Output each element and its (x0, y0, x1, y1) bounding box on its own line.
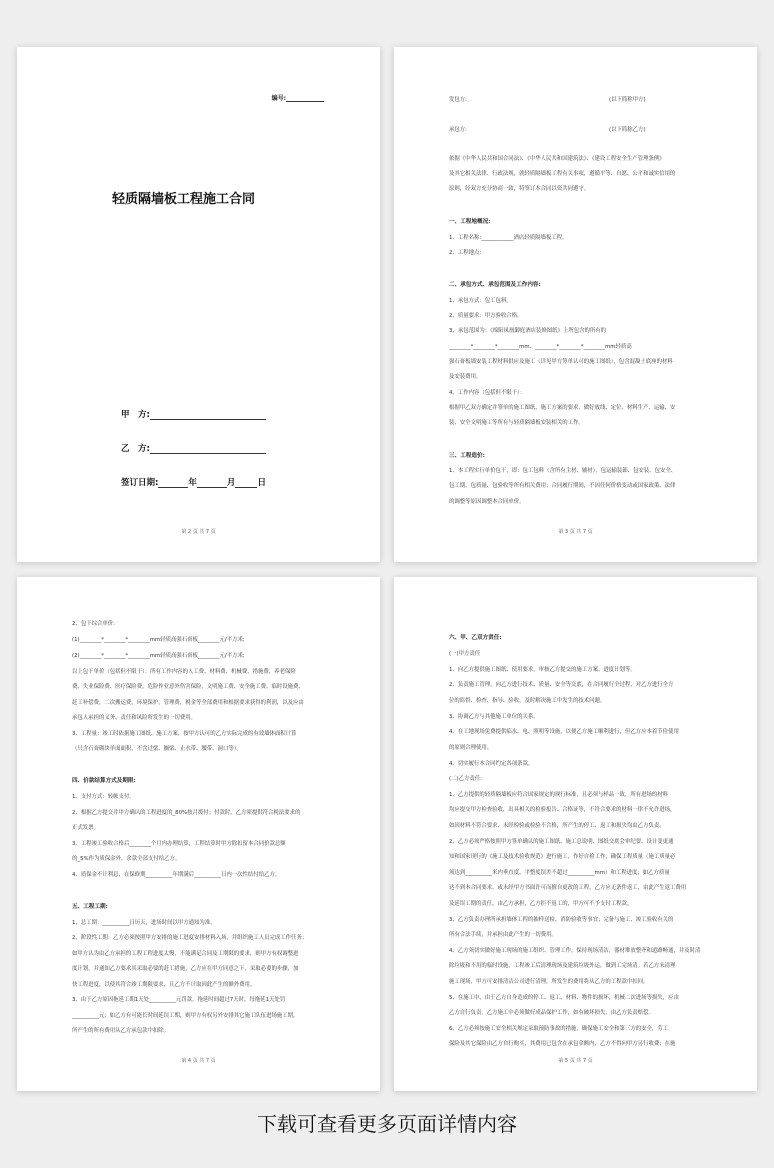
text-line: 1、承包方式：包工包料。 (449, 298, 512, 304)
text-line: 4、在工地现场免费提供临水、电、照明等设施，以便乙方施工顺利进行，但乙方应本着节俭使用 (449, 729, 679, 735)
text-line: 根据甲乙双方确定并签单的施工图纸、施工方案的要求，做好放线、定位、材料生产、运输、安 (449, 405, 676, 411)
text-line: 4、切实履行本合同约定各项条款。 (449, 761, 534, 767)
section-heading: 四、价款结算方式及期限: (72, 778, 136, 784)
text-line: 乙方自行负责。乙方施工中必须做好成品保护工作，如有破坏损失，由乙方负责赔偿。 (449, 1010, 654, 1016)
text-line: 2、包干综合单价: (72, 621, 115, 627)
text-line: __________元；如乙方有可能长时间延误工期，则甲方有权另外安排其它施工队伍进场施工期， (72, 1013, 299, 1019)
page-cover (17, 47, 380, 562)
text-line: 及延误工期的责任，由乙方承担，乙方拒不返工的，甲方可不予支付工程款。 (449, 901, 633, 907)
text-line: 承包方: (449, 127, 467, 133)
text-line: 及安装费用。 (449, 374, 482, 380)
text-line: 4、乙方须切实做好施工现场的施工组织、管理工作，保持现场清洁，器材堆放整齐和道路畅通，并及时清 (449, 948, 701, 954)
contract-number-blank (286, 95, 324, 102)
party-b-blank (150, 444, 266, 454)
text-line: 正式发票。 (72, 825, 99, 831)
month-label: 月 (226, 478, 236, 488)
text-line: 须达到__________米内垂直度、平整度误差不超过__________mm）和工程进度；如乙方质量 (449, 870, 670, 876)
page-4 (17, 577, 380, 1091)
section-heading: 六、甲、乙双方责任: (449, 635, 502, 641)
text-line: 3、由于乙方原因拖延工期1天处__________元罚款，拖延时间超过7天时，每拖延1天处罚 (72, 997, 286, 1003)
text-line: 如因材料不符合要求、未经检验或检验不合格，所产生的停工、返工和损失均由乙方负责。 (449, 823, 665, 829)
text-line: 的原则合理使用。 (449, 745, 493, 751)
text-line: 快工程进度，以使其符合竣工期限要求，且乙方不计取因此产生的额外费用。 (72, 982, 256, 988)
text-line: 知和国家现行的《施工及技术验收规范》进行施工，作好自检工作，确保工程质量（施工质量必 (449, 854, 676, 860)
text-line: 3、工程竣工验收合格后________个月内办理结算，工程结算时甲方除扣留本合同价款总额 (72, 841, 286, 847)
text-line: 3、乙方负责办理所承担墙体工程的抽样送检、消防验收等事宜；完备与施工、竣工验收有关的 (449, 917, 674, 923)
text-line: 及其它相关法律、行政法规，就轻质隔墙板工程有关事项，遵循平等、自愿、公平和诚实信用的 (449, 171, 676, 177)
text-line: (以下简称乙方) (609, 127, 646, 133)
text-line: 2、负责施工管理，向乙方进行技术、质量、安全等交底，在合同履行全过程，对乙方进行全方 (449, 682, 674, 688)
text-line: 的调整等原因调整本合同单价。 (449, 499, 525, 505)
text-line: 2、工程地点: (449, 250, 482, 256)
text-line: (二)乙方责任: (449, 776, 482, 782)
text-line: 6、乙方必须按施工安全相关规定采取预防事故的措施，确保施工安全和第三方的安全，劳工 (449, 1026, 669, 1032)
text-line: 施工现场，甲方可安排清洁公司进行清理，所发生的费用将从乙方的工程款中扣回。 (449, 979, 649, 985)
text-line: (1)________*________*________mm轻质高强石膏板________元/平方米; (72, 637, 245, 643)
text-line: 装、安全文明施工等所有与轻质隔墙板安装相关的工作。 (449, 420, 584, 426)
sign-date-label: 签订日期: (121, 478, 159, 488)
text-line: 1、支付方式：转帐支付。 (72, 794, 135, 800)
text-line: 均应提交甲方检查验收，出具相关的检验报告、合格证等，不符合要求的材料一律不允许进场， (449, 807, 676, 813)
page-3 (394, 47, 757, 562)
text-line: 2、乙方必须严格按照甲方签单确认的施工图纸、施工总说明、图纸交底会审纪要、设计变更通 (449, 839, 674, 845)
text-line: 原则，经双方充分协商一致，特签订本合同以资共同遵守。 (449, 186, 590, 192)
text-line: 所有合法手续，并承担由此产生的一切费用。 (449, 932, 557, 938)
text-line: 承包人承担的义务、责任和风险所发生的一切费用。 (72, 715, 196, 721)
text-line: (2)________*________*________mm轻质高强石膏板________元/平方米; (72, 653, 245, 659)
page-number: 第 4 页 共 7 页 (181, 1058, 216, 1064)
section-heading: 一、工程地概况: (449, 219, 491, 225)
text-line: 除垃圾和不用的临时设施，工程竣工后清理现场及建筑垃圾外运，做到工完场清。若乙方未清理 (449, 963, 676, 969)
text-line: 3、承包范围为：《绵阳凤凰御庭酒店装修图纸》上所包含的所有的 (449, 328, 607, 334)
text-line: ________*________*________mm、________*________*________mm轻质高 (449, 344, 632, 350)
text-line: 保险及其它保险由乙方自行购买，其费用已包含在承包金额内，乙方不得向甲方另行收费；在施 (449, 1041, 676, 1047)
party-a-field (121, 408, 266, 420)
section-heading: 二、承包方式、承包范围及工作内容: (449, 282, 541, 288)
text-line: (一)甲方责任 (449, 651, 481, 657)
text-line: 1、本工程实行单价包干，即：包工包料（含所有主材、辅材），包运输装卸、包安装、包安全、 (449, 468, 677, 474)
text-line: 1、总工期：__________日历天，进场时间以甲方通知为准。 (72, 920, 216, 926)
text-line: 3、协调乙方与其他施工单位的关系。 (449, 714, 539, 720)
page-number: 第 2 页 共 7 页 (181, 529, 216, 535)
text-line: 赶工补偿费，二次搬运费，环境保护，管理费，税金等全部费用和根据要求获得的利润，以及应由 (72, 700, 304, 706)
year-label: 年 (188, 478, 197, 488)
text-line: 3、工程量：竣工时依据施工图纸、施工方案，按甲方认可的乙方实际完成的有效墙体面积计算 (72, 731, 297, 737)
text-line: 费、失业保险费、医疗保险费，危险作业意外伤害保险，文明施工费、安全施工费、临时设施费、 (72, 684, 304, 690)
text-line: 1、向乙方提供施工图纸、使用要求，审核乙方提交的施工方案、进度计划等。 (449, 667, 636, 673)
contract-number (272, 93, 324, 102)
party-b-label: 乙 方: (121, 444, 150, 454)
party-a-label: 甲 方: (121, 410, 150, 420)
page-number: 第 3 页 共 7 页 (558, 529, 593, 535)
contract-number-label: 编号: (271, 95, 286, 102)
text-line: 位的监督、检查、指导、验收，及时解决施工中发生的技术问题。 (449, 698, 606, 704)
text-line: 包工期、包质量、包验收等所有相关费用；合同履行期间，不因任何价格变动或国家政策、法律 (449, 483, 676, 489)
day-label: 日 (257, 478, 266, 488)
text-line: 如甲方认为由乙方承担的工程工程进度太慢，不能满足合同及工期限的要求，则甲方有权调整进 (72, 951, 299, 957)
text-line: 发包方: (449, 97, 467, 103)
text-line: 所产生的所有费用从乙方承包款中扣除。 (72, 1028, 170, 1034)
section-heading: 三、工程造价: (449, 453, 485, 459)
text-line: 度计划，并通知乙方要求其采取必要的赶工措施，乙方应在甲方同意之下，采取必要的步骤，加 (72, 966, 299, 972)
page-number: 第 5 页 共 7 页 (558, 1058, 593, 1064)
text-line: 5、在施工中，由于乙方自身造成的停工、返工、材料、物件的损坏，机械二次进场等损失，应由 (449, 995, 679, 1001)
day-blank (235, 478, 257, 488)
text-line: 强石膏板墙安装工程材料供应及施工（详见甲方签单认可的施工图纸），包含混凝土底座的材料 (449, 359, 673, 365)
text-line: 依据《中华人民共和国合同法》、《中华人民共和国建筑法》、《建设工程安全生产管理条例》 (449, 156, 665, 162)
text-line: 的_5%作为质保金外，余款全部支付给乙方。 (72, 856, 181, 862)
download-more-link[interactable]: 下载可查看更多页面详情内容 (257, 1112, 517, 1136)
text-line: 2、阶段性工期：乙方必须按照甲方安排的施工进度安排材料入场，并组织施工人员完成工作任务； (72, 935, 308, 941)
text-line: 4、工作内容（包括但不限于）： (449, 390, 526, 396)
text-line: (以下简称甲方) (609, 97, 646, 103)
text-line: 达不到本合同要求，或未经甲方书面许可而擅自更改的工程，乙方应无条件返工，由此产生返工费用 (449, 885, 687, 891)
year-blank (158, 478, 188, 488)
page-5 (394, 577, 757, 1091)
party-a-blank (150, 410, 266, 420)
text-line: 2、质量要求：甲方验收合格。 (449, 313, 523, 319)
text-line: 1、乙方提供的轻质隔墙板应符合国家规定的现行标准，且必须与样品一致，所有进场的材料 (449, 792, 669, 798)
party-b-field (121, 442, 266, 454)
sign-date-field (121, 476, 266, 488)
text-line: （只含石膏砌块单面面积，不含过梁、搁梁、止水带、腰带、洞口等）。 (72, 746, 242, 752)
month-blank (197, 478, 227, 488)
text-line: 1、工程名称:____________酒店轻质隔墙板工程。 (449, 235, 568, 241)
section-heading: 五、工程工期: (72, 904, 108, 910)
contract-title: 轻质隔墙板工程施工合同 (112, 192, 256, 207)
text-line: 以上包干单价（包括但不限于）：所有工作内容的人工费、材料费、机械费、措施费，养老保险 (72, 669, 296, 675)
text-line: 2、根据乙方提交并甲方确认的工程进度的_80%按月拨付；付款时，乙方须提供符合税法要求的 (72, 810, 301, 816)
text-line: 4、质保金不计利息，在保修期__________年期满后__________日内一次性结付给乙方。 (72, 872, 281, 878)
